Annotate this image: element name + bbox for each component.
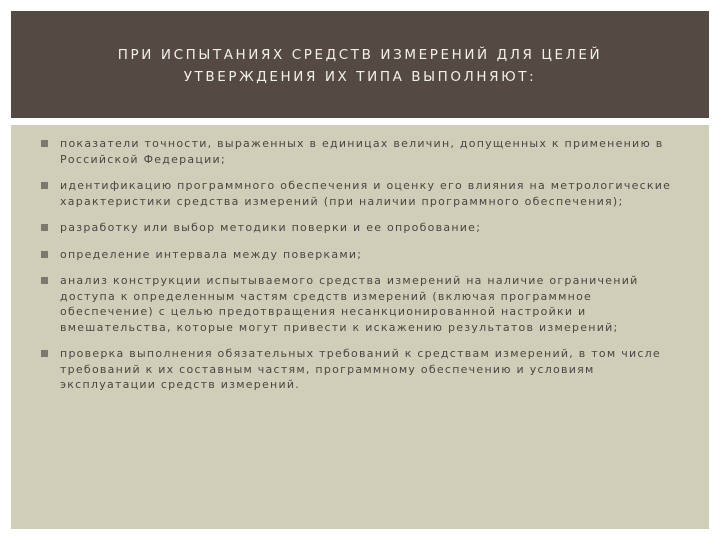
square-bullet-icon — [41, 350, 48, 357]
list-item — [39, 136, 685, 167]
square-bullet-icon — [41, 251, 48, 258]
square-bullet-icon — [41, 277, 48, 284]
square-bullet-icon — [41, 224, 48, 231]
list-item — [39, 178, 685, 209]
list-item-text: анализ конструкции испытываемого средства измерений на наличие ограничений доступа к определенным частям средств измерений (включая программное обеспечение) с целью предотвращения несанкционированной настройки и вмешательства, которые могут привести к искажению результатов измерений; — [60, 274, 639, 334]
list-item — [39, 346, 685, 393]
list-item — [39, 247, 685, 263]
slide-title — [118, 42, 602, 88]
list-item-text: проверка выполнения обязательных требований к средствам измерений, в том числе требований к их составным частям, программному обеспечению и условиям эксплуатации средств измерений. — [60, 347, 661, 391]
slide-title-line-1: ПРИ ИСПЫТАНИЯХ СРЕДСТВ ИЗМЕРЕНИЙ ДЛЯ ЦЕЛЕЙ — [117, 46, 603, 63]
list-item — [39, 220, 685, 236]
bullet-list — [11, 125, 709, 393]
square-bullet-icon — [41, 140, 48, 147]
list-item-text: разработку или выбор методики поверки и ее опробование; — [60, 221, 482, 234]
list-item — [39, 273, 685, 335]
list-item-text: идентификацию программного обеспечения и оценку его влияния на метрологические характеристики средства измерений (при наличии программного обеспечения); — [60, 179, 672, 208]
list-item-text: показатели точности, выраженных в единицах величин, допущенных к применению в Российской Федерации; — [60, 137, 664, 166]
list-item-text: определение интервала между поверками; — [60, 247, 363, 261]
slide-header — [11, 11, 709, 118]
slide-title-line-2: УТВЕРЖДЕНИЯ ИХ ТИПА ВЫПОЛНЯЮТ: — [183, 68, 537, 85]
square-bullet-icon — [41, 182, 48, 189]
slide-content — [11, 125, 709, 529]
